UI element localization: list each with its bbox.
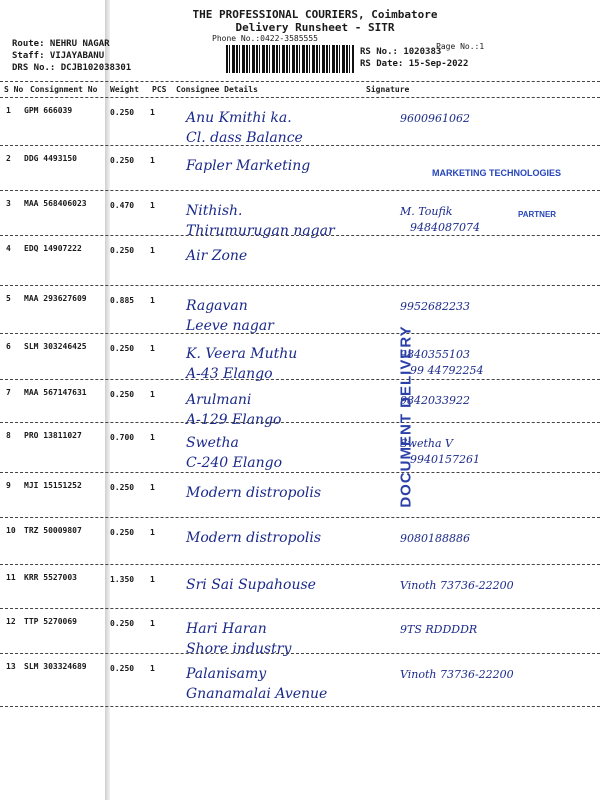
row-pcs: 1	[150, 528, 155, 537]
stamp-line1: MARKETING TECHNOLOGIES	[432, 168, 562, 178]
row-sno: 6	[6, 342, 11, 351]
table-row	[0, 425, 600, 475]
row-signature: 9840355103	[400, 348, 470, 361]
phone-number: Phone No.:0422-3585555	[212, 34, 318, 43]
staff: Staff: VIJAYABANU	[12, 51, 105, 61]
rs-block	[360, 46, 468, 70]
row-consignment: MAA 293627609	[24, 294, 87, 303]
row-sno: 11	[6, 573, 16, 582]
row-signature-phone: 9940157261	[410, 453, 480, 466]
row-consignment: MAA 567147631	[24, 388, 87, 397]
row-consignment: TRZ 50009807	[24, 526, 82, 535]
table-row	[0, 656, 600, 706]
row-sno: 7	[6, 388, 11, 397]
row-sno: 13	[6, 662, 16, 671]
row-pcs: 1	[150, 156, 155, 165]
table-row	[0, 100, 600, 150]
divider	[0, 564, 600, 565]
route-block	[12, 38, 131, 74]
row-consignment: SLM 303324689	[24, 662, 87, 671]
divider	[0, 379, 600, 380]
row-consignee-name: Ragavan	[186, 298, 248, 314]
divider	[0, 97, 600, 98]
row-consignee-name: Anu Kmithi ka.	[186, 110, 292, 126]
row-weight: 0.250	[110, 108, 135, 117]
col-weight: Weight	[110, 85, 139, 94]
runsheet-title: Delivery Runsheet - SITR	[235, 21, 395, 34]
divider	[0, 81, 600, 82]
divider	[0, 517, 600, 518]
row-consignee-name: Nithish.	[186, 203, 243, 219]
barcode	[226, 45, 354, 73]
company-name: THE PROFESSIONAL COURIERS, Coimbatore	[192, 8, 438, 21]
row-sno: 3	[6, 199, 11, 208]
row-weight: 0.250	[110, 483, 135, 492]
row-pcs: 1	[150, 390, 155, 399]
divider	[0, 422, 600, 423]
row-consignment: PRO 13811027	[24, 431, 82, 440]
row-consignee-address: Thirumurugan nagar	[186, 223, 335, 239]
divider	[0, 608, 600, 609]
route: Route: NEHRU NAGAR	[12, 39, 110, 49]
divider	[0, 706, 600, 707]
row-signature: Vinoth 73736-22200	[400, 579, 514, 592]
table-row	[0, 288, 600, 338]
row-consignment: MAA 568406023	[24, 199, 87, 208]
row-signature: 9TS RDDDDR	[400, 623, 478, 636]
col-consignment: Consignment No	[30, 85, 98, 94]
row-consignee-name: Hari Haran	[186, 621, 267, 637]
row-consignee-address: Cl. dass Balance	[186, 130, 303, 146]
divider	[0, 235, 600, 236]
row-consignee-address: Leeve nagar	[186, 318, 274, 334]
row-signature: M. Toufik	[400, 205, 453, 218]
row-consignment: KRR 5527003	[24, 573, 77, 582]
col-signature: Signature	[366, 85, 410, 94]
row-consignment: GPM 666039	[24, 106, 73, 115]
row-consignment: SLM 303246425	[24, 342, 87, 351]
row-consignee-name: Sri Sai Supahouse	[186, 577, 316, 593]
page-number: Page No.:1	[436, 42, 485, 51]
row-signature: Swetha V	[400, 437, 453, 450]
divider	[0, 653, 600, 654]
row-consignment: DDG 4493150	[24, 154, 77, 163]
col-consignee: Consignee Details	[176, 85, 258, 94]
row-consignee-address: A-43 Elango	[186, 366, 273, 382]
divider	[0, 472, 600, 473]
row-consignee-name: Palanisamy	[186, 666, 267, 682]
row-consignee-name: Fapler Marketing	[186, 158, 311, 174]
row-consignee-name: Air Zone	[186, 248, 248, 264]
company-stamp	[382, 168, 572, 178]
row-consignee-name: Arulmani	[186, 392, 252, 408]
row-consignment: MJI 15151252	[24, 481, 82, 490]
row-sno: 1	[6, 106, 11, 115]
table-row	[0, 520, 600, 570]
row-weight: 0.470	[110, 201, 135, 210]
divider	[0, 145, 600, 146]
row-sno: 8	[6, 431, 11, 440]
row-weight: 0.885	[110, 296, 135, 305]
col-pcs: PCS	[152, 85, 167, 94]
row-weight: 1.350	[110, 575, 135, 584]
row-consignee-name: Modern distropolis	[186, 485, 322, 501]
row-weight: 0.250	[110, 156, 135, 165]
row-consignee-address: C-240 Elango	[186, 455, 283, 471]
row-consignee-name: Swetha	[186, 435, 239, 451]
row-consignee-address: Shore industry	[186, 641, 292, 657]
row-pcs: 1	[150, 246, 155, 255]
divider	[0, 333, 600, 334]
row-pcs: 1	[150, 664, 155, 673]
row-pcs: 1	[150, 619, 155, 628]
row-signature: 9080188886	[400, 532, 470, 545]
row-pcs: 1	[150, 296, 155, 305]
stamp-partner: PARTNER	[518, 210, 557, 219]
row-consignee-name: K. Veera Muthu	[186, 346, 298, 362]
divider	[0, 190, 600, 191]
row-weight: 0.250	[110, 619, 135, 628]
row-consignee-address: Gnanamalai Avenue	[186, 686, 328, 702]
row-weight: 0.250	[110, 390, 135, 399]
row-sno: 9	[6, 481, 11, 490]
row-weight: 0.700	[110, 433, 135, 442]
row-consignee-name: Modern distropolis	[186, 530, 322, 546]
rs-date: RS Date: 15-Sep-2022	[360, 59, 469, 69]
row-consignment: TTP 5270069	[24, 617, 77, 626]
row-pcs: 1	[150, 201, 155, 210]
row-signature: Vinoth 73736-22200	[400, 668, 514, 681]
row-signature: 9842033922	[400, 394, 470, 407]
row-consignment: EDQ 14907222	[24, 244, 82, 253]
row-sno: 10	[6, 526, 16, 535]
row-signature: 9952682233	[400, 300, 470, 313]
table-row	[0, 567, 600, 617]
row-weight: 0.250	[110, 528, 135, 537]
row-sno: 5	[6, 294, 11, 303]
col-sno: S No	[4, 85, 24, 94]
row-consignee-address: A-129 Elango	[186, 412, 282, 428]
row-signature-phone: 9484087074	[410, 221, 480, 234]
rs-number: RS No.: 1020383	[360, 47, 442, 57]
row-pcs: 1	[150, 108, 155, 117]
row-pcs: 1	[150, 344, 155, 353]
row-signature-phone: 99 44792254	[410, 364, 484, 377]
row-sno: 12	[6, 617, 16, 626]
row-weight: 0.250	[110, 246, 135, 255]
document-delivery-stamp: DOCUMENT DELIVERY	[397, 325, 415, 508]
row-pcs: 1	[150, 483, 155, 492]
drs-number: DRS No.: DCJB102038301	[12, 63, 132, 73]
row-weight: 0.250	[110, 344, 135, 353]
row-sno: 2	[6, 154, 11, 163]
row-pcs: 1	[150, 575, 155, 584]
divider	[0, 285, 600, 286]
row-sno: 4	[6, 244, 11, 253]
row-weight: 0.250	[110, 664, 135, 673]
row-signature: 9600961062	[400, 112, 470, 125]
table-row	[0, 238, 600, 288]
row-pcs: 1	[150, 433, 155, 442]
